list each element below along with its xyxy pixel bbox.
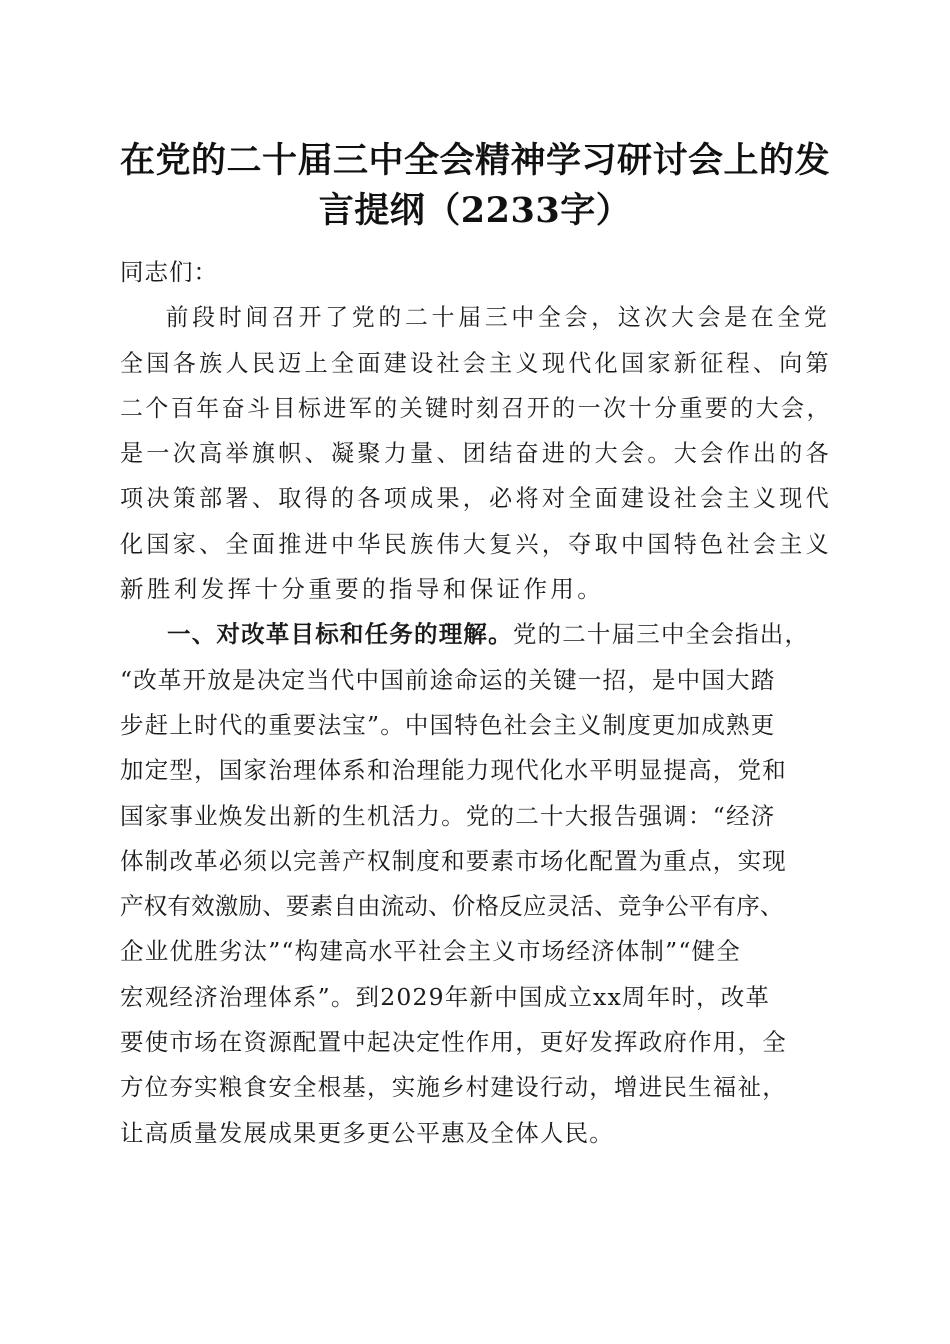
document-title	[110, 136, 840, 236]
paragraph-text: 产权有效激励、要素自由流动、价格反应灵活、竞争公平有序、	[120, 892, 784, 921]
section-1-line	[120, 929, 832, 974]
greeting-line	[120, 250, 832, 295]
paragraph-1-line	[120, 431, 833, 476]
paragraph-text: 步赶上时代的重要法宝”。中国特色社会主义制度更加成熟更	[120, 710, 776, 739]
paragraph-1-line	[120, 522, 833, 567]
paragraph-text: 二个百年奋斗目标进军的关键时刻召开的一次十分重要的大会，	[120, 393, 833, 422]
paragraph-text: 新胜利发挥十分重要的指导和保证作用。	[120, 575, 605, 604]
section-1-line	[120, 1065, 832, 1110]
section-1-line	[120, 794, 832, 839]
section-1-line	[120, 975, 832, 1020]
section-1-heading-line	[120, 612, 832, 657]
paragraph-text: 国家事业焕发出新的生机活力。党的二十大报告强调：“经济	[120, 801, 776, 830]
paragraph-text: 党的二十届三中全会指出，	[512, 620, 810, 649]
section-1-line	[120, 1111, 832, 1156]
section-1-line	[120, 1020, 832, 1065]
paragraph-text: 前段时间召开了党的二十届三中全会，这次大会是在全党	[165, 303, 831, 332]
paragraph-1-line	[120, 341, 833, 386]
greeting: 同志们：	[120, 258, 218, 286]
paragraph-text: 化国家、全面推进中华民族伟大复兴，夺取中国特色社会主义	[120, 529, 833, 558]
paragraph-text: 体制改革必须以完善产权制度和要素市场化配置为重点，实现	[120, 846, 787, 875]
section-1-line	[120, 658, 832, 703]
paragraph-1-line	[120, 386, 833, 431]
title-line-1: 在党的二十届三中全会精神学习研讨会上的发	[119, 140, 830, 181]
paragraph-text: 企业优胜劣汰”“构建高水平社会主义市场经济体制”“健全	[120, 937, 741, 966]
section-1-line	[120, 884, 832, 929]
section-1-line	[120, 703, 832, 748]
paragraph-1-line	[120, 567, 832, 612]
paragraph-1-line	[120, 295, 831, 340]
paragraph-text: 要使市场在资源配置中起决定性作用，更好发挥政府作用，全	[120, 1028, 787, 1057]
section-1-heading: 一、对改革目标和任务的理解。	[167, 620, 513, 649]
paragraph-text: 项决策部署、取得的各项成果，必将对全面建设社会主义现代	[120, 484, 833, 513]
paragraph-text: 宏观经济治理体系”。到2029年新中国成立xx周年时，改革	[120, 982, 771, 1011]
paragraph-text: 让高质量发展成果更多更公平惠及全体人民。	[120, 1118, 614, 1147]
title-line-2: 言提纲（2233字）	[318, 190, 632, 231]
section-1-line	[120, 839, 832, 884]
paragraph-text: 全国各族人民迈上全面建设社会主义现代化国家新征程、向第	[120, 348, 833, 377]
paragraph-text: “改革开放是决定当代中国前途命运的关键一招，是中国大踏	[120, 665, 776, 694]
paragraph-text: 方位夯实粮食安全根基，实施乡村建设行动，增进民生福祉，	[120, 1073, 787, 1102]
paragraph-text: 是一次高举旗帜、凝聚力量、团结奋进的大会。大会作出的各	[120, 439, 833, 468]
document-body	[120, 250, 832, 1156]
section-1-line	[120, 748, 832, 793]
paragraph-text: 加定型，国家治理体系和治理能力现代化水平明显提高，党和	[120, 756, 787, 785]
paragraph-1-line	[120, 476, 833, 521]
